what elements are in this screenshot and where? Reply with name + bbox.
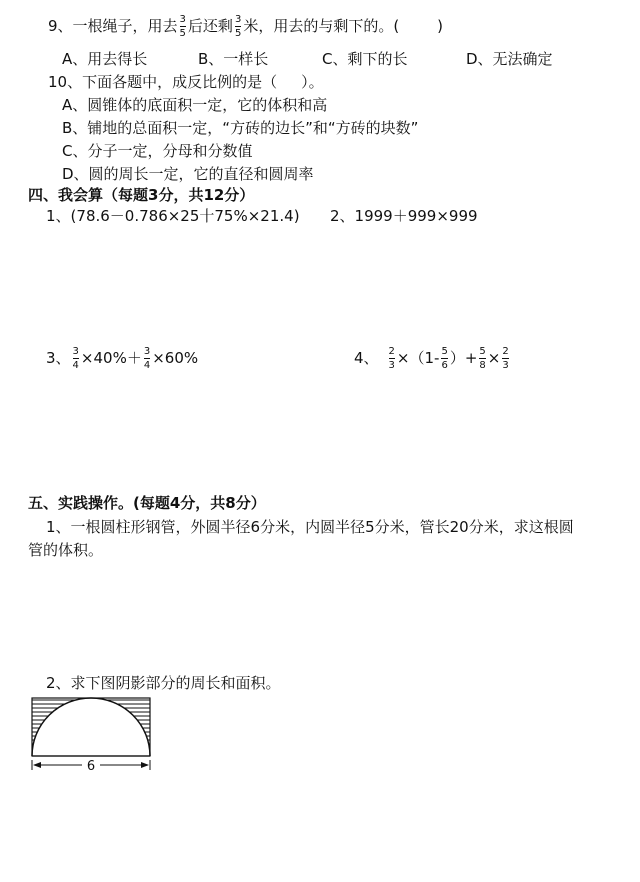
fraction-denominator: 6 [441, 360, 448, 371]
hatch-lines [32, 700, 150, 752]
q9-text-3: 米，用去的与剩下的。( [243, 17, 400, 35]
fraction-numerator: 3 [234, 14, 242, 25]
shaded-figure [26, 696, 156, 776]
fraction-numerator: 5 [479, 346, 486, 357]
fraction-numerator: 2 [502, 346, 509, 357]
p4-fraction-4 [502, 345, 508, 372]
q9-fraction-1 [180, 13, 186, 40]
p3-fraction-2 [144, 345, 150, 372]
dimension-label: 6 [86, 759, 96, 774]
fraction-denominator: 3 [388, 360, 395, 371]
section4-problem-4 [354, 340, 511, 376]
fraction-denominator: 4 [72, 360, 79, 371]
section4-problem-3 [46, 340, 198, 376]
section5-title: 五、实践操作。(每题4分，共8分） [28, 494, 266, 512]
section5-q1-line2: 管的体积。 [28, 541, 104, 559]
q9-fraction-2 [235, 13, 241, 40]
q10-option-c: C、分子一定，分母和分数值 [62, 142, 253, 160]
q9-option-d: D、无法确定 [466, 50, 553, 68]
section4-problem-1: 1、(78.6－0.786×25十75%×21.4) [46, 207, 300, 225]
q10-stem [48, 71, 324, 92]
fraction-numerator: 5 [441, 346, 448, 357]
q10-text-2: ）。 [301, 73, 324, 91]
q9-option-a: A、用去得长 [62, 50, 148, 68]
p3-fraction-1 [73, 345, 79, 372]
p4-mid2: ）+ [449, 349, 478, 367]
section5-q2: 2、求下图阴影部分的周长和面积。 [46, 674, 281, 692]
fraction-numerator: 3 [179, 14, 186, 25]
q9-text-2: 后还剩 [187, 17, 233, 35]
p4-mid1: ×（1- [396, 349, 440, 367]
p3-mid: ×40%＋ [80, 349, 142, 367]
section4-problem-2: 2、1999＋999×999 [330, 207, 478, 225]
semicircle-arc [32, 698, 150, 756]
arrow-right-icon [141, 762, 149, 768]
p4-fraction-2 [441, 345, 447, 372]
p3-end: ×60% [152, 349, 199, 367]
q9-stem [48, 10, 443, 42]
arrow-left-icon [33, 762, 41, 768]
q10-option-b: B、铺地的总面积一定，“方砖的边长”和“方砖的块数” [62, 119, 419, 137]
rectangle-outline [32, 698, 150, 756]
p4-prefix: 4、 [354, 349, 379, 367]
q9-option-b: B、一样长 [198, 50, 269, 68]
fraction-denominator: 5 [234, 28, 242, 39]
fraction-numerator: 2 [388, 346, 395, 357]
q10-text-1: 10、下面各题中，成反比例的是（ [48, 73, 278, 91]
fraction-denominator: 4 [143, 360, 151, 371]
fraction-denominator: 8 [479, 360, 486, 371]
fraction-denominator: 5 [179, 28, 186, 39]
q10-option-a: A、圆锥体的底面积一定，它的体积和高 [62, 96, 328, 114]
q10-option-d: D、圆的周长一定，它的直径和圆周率 [62, 165, 314, 183]
p4-fraction-1 [389, 345, 395, 372]
p4-mid3: × [487, 349, 501, 367]
p4-fraction-3 [479, 345, 485, 372]
q9-text-1: 9、一根绳子，用去 [48, 17, 178, 35]
section5-q1-line1: 1、一根圆柱形钢管，外圆半径6分米，内圆半径5分米，管长20分米，求这根圆 [46, 518, 574, 536]
q9-close-paren: ) [437, 17, 444, 35]
fraction-numerator: 3 [143, 346, 151, 357]
fraction-denominator: 3 [502, 360, 509, 371]
p3-prefix: 3、 [46, 349, 71, 367]
q9-option-c: C、剩下的长 [322, 50, 408, 68]
fraction-numerator: 3 [72, 346, 79, 357]
section4-title: 四、我会算（每题3分，共12分） [28, 186, 255, 204]
